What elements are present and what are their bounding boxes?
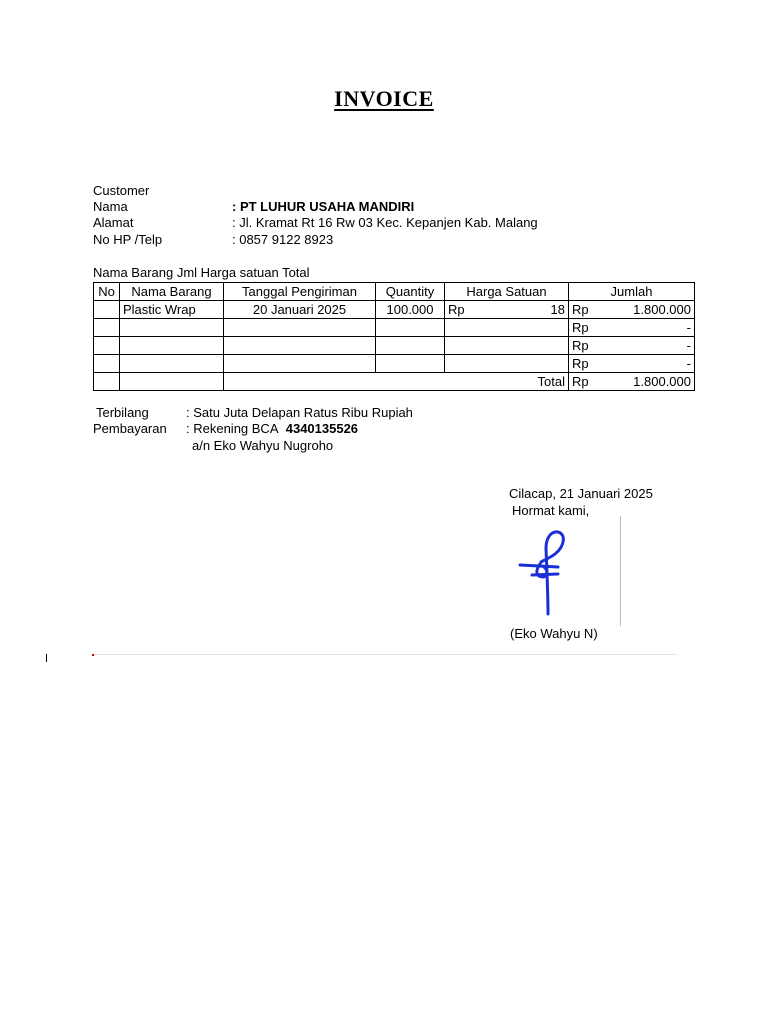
total-row-item xyxy=(120,373,224,391)
address-label: Alamat xyxy=(93,215,134,230)
row-price xyxy=(445,337,569,355)
row-date xyxy=(224,355,376,373)
table-row xyxy=(94,355,695,373)
signatory-name: (Eko Wahyu N) xyxy=(510,626,598,641)
row-amount xyxy=(569,355,695,373)
amount-value: - xyxy=(686,319,691,335)
header-item: Nama Barang xyxy=(120,283,224,301)
row-date: 20 Januari 2025 xyxy=(224,301,376,319)
row-price xyxy=(445,301,569,319)
amount-currency: Rp xyxy=(572,355,589,371)
row-price xyxy=(445,319,569,337)
signature-image xyxy=(518,528,568,620)
total-label: Total xyxy=(224,373,569,391)
address-value: : Jl. Kramat Rt 16 Rw 03 Kec. Kepanjen Kab. Malang xyxy=(232,215,538,230)
row-item xyxy=(120,319,224,337)
total-row-no xyxy=(94,373,120,391)
amount-value: - xyxy=(686,355,691,371)
row-quantity: 100.000 xyxy=(376,301,445,319)
account-holder: a/n Eko Wahyu Nugroho xyxy=(192,438,334,453)
row-quantity xyxy=(376,319,445,337)
header-no: No xyxy=(94,283,120,301)
row-amount xyxy=(569,301,695,319)
payment-account-number: 4340135526 xyxy=(285,421,359,436)
row-price xyxy=(445,355,569,373)
row-amount xyxy=(569,337,695,355)
total-value: 1.800.000 xyxy=(633,373,691,389)
text-cursor xyxy=(46,654,47,662)
row-no xyxy=(94,355,120,373)
row-no xyxy=(94,337,120,355)
terbilang-value: : Satu Juta Delapan Ratus Ribu Rupiah xyxy=(186,405,413,420)
row-no xyxy=(94,319,120,337)
header-price: Harga Satuan xyxy=(445,283,569,301)
table-row xyxy=(94,337,695,355)
price-value: 18 xyxy=(550,301,565,317)
row-no xyxy=(94,301,120,319)
table-header-row xyxy=(94,283,695,301)
total-row xyxy=(94,373,695,391)
terbilang-label: Terbilang xyxy=(96,405,149,420)
row-item: Plastic Wrap xyxy=(120,301,224,319)
amount-value: 1.800.000 xyxy=(633,301,691,317)
total-amount xyxy=(569,373,695,391)
total-currency: Rp xyxy=(572,373,589,389)
amount-value: - xyxy=(686,337,691,353)
items-table xyxy=(93,282,695,391)
amount-currency: Rp xyxy=(572,319,589,335)
row-item xyxy=(120,337,224,355)
payment-label: Pembayaran xyxy=(93,421,167,436)
row-date xyxy=(224,337,376,355)
table-row xyxy=(94,319,695,337)
price-currency: Rp xyxy=(448,301,465,317)
page-divider xyxy=(93,654,677,655)
phone-label: No HP /Telp xyxy=(93,232,163,247)
place-date: Cilacap, 21 Januari 2025 xyxy=(509,486,653,501)
payment-bank: : Rekening BCA xyxy=(186,421,279,436)
header-amount: Jumlah xyxy=(569,283,695,301)
name-label: Nama xyxy=(93,199,128,214)
customer-heading: Customer xyxy=(93,183,150,198)
name-value: : PT LUHUR USAHA MANDIRI xyxy=(232,199,415,214)
row-amount xyxy=(569,319,695,337)
row-quantity xyxy=(376,355,445,373)
table-row xyxy=(94,301,695,319)
amount-currency: Rp xyxy=(572,301,589,317)
header-quantity: Quantity xyxy=(376,283,445,301)
phone-value: : 0857 9122 8923 xyxy=(232,232,334,247)
closing-text: Hormat kami, xyxy=(512,503,590,518)
table-caption: Nama Barang Jml Harga satuan Total xyxy=(93,265,310,280)
row-item xyxy=(120,355,224,373)
vertical-guide-line xyxy=(620,516,621,626)
amount-currency: Rp xyxy=(572,337,589,353)
row-date xyxy=(224,319,376,337)
invoice-title: INVOICE xyxy=(334,86,434,111)
payment-value xyxy=(186,421,358,437)
header-date: Tanggal Pengiriman xyxy=(224,283,376,301)
row-quantity xyxy=(376,337,445,355)
red-marker xyxy=(92,654,94,656)
